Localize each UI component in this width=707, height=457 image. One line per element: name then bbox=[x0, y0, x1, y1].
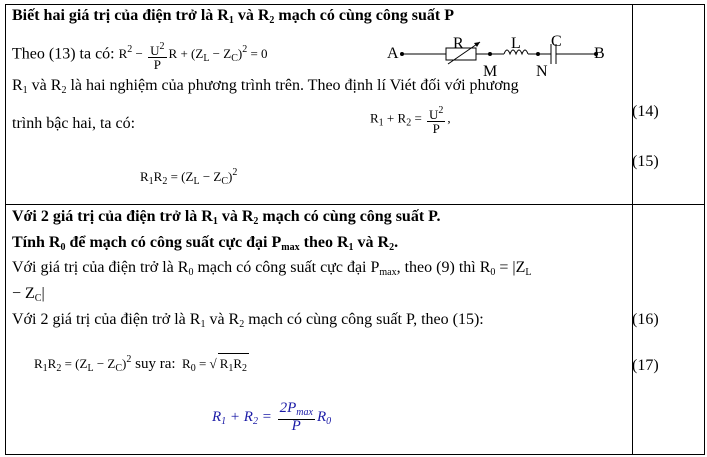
circuit-label-a: A bbox=[387, 45, 399, 62]
vieta-line-2: trình bậc hai, ta có: bbox=[12, 115, 136, 132]
circuit-label-m: M bbox=[483, 63, 498, 80]
circuit-label-l: L bbox=[511, 35, 521, 52]
equation-15: $R_1R_2 = (Z_L - Z_C)^2$ bbox=[140, 167, 238, 187]
circuit-label-c: C bbox=[551, 33, 562, 50]
circuit-label-b: B bbox=[594, 45, 605, 62]
equation-number-15: (15) bbox=[632, 153, 659, 170]
circuit-label-r: R bbox=[453, 35, 464, 52]
column-divider bbox=[632, 5, 633, 454]
theo15-line: Với 2 giá trị của điện trở là $R_1$ và $R_2$ mạch có cùng công suất P, theo (15): bbox=[12, 311, 484, 330]
r0-line-2: − $Z_C|$ bbox=[12, 285, 45, 304]
circuit-diagram bbox=[386, 32, 616, 82]
eq13-line: Theo (13) ta có: $R^2$ − $\frac{U^2}{P}$ $R + (Z_L - Z_C)^2 = 0$ bbox=[12, 41, 268, 72]
equation-number-16: (16) bbox=[632, 311, 659, 328]
section2-title-1: Với 2 giá trị của điện trở là $R_1$ và $R_2$ mạch có cùng công suất P. bbox=[12, 208, 441, 227]
circuit-label-n: N bbox=[536, 63, 548, 80]
vieta-line: $R_1$ và $R_2$ là hai nghiệm của phương trình trên. Theo định lí Viét đối với phương bbox=[12, 77, 519, 96]
equation-number-14: (14) bbox=[632, 103, 659, 120]
section2-title-2: Tính $R_0$ để mạch có công suất cực đại $P_{max}$ theo $R_1$ và $R_2$. bbox=[12, 234, 399, 253]
r0-line: Với giá trị của điện trở là $R_0$ mạch có công suất cực đại $P_{max}$, theo (9) thì $R_0 = |Z_L$ bbox=[12, 259, 532, 278]
section1-title: Biết hai giá trị của điện trở là $R_1$ và $R_2$ mạch có cùng công suất P bbox=[12, 7, 454, 26]
equation-14: $R_1 + R_2$ = $\frac{U^2}{P}$ , bbox=[370, 105, 451, 136]
equation-17: $R_1 + R_2$ = $\frac{2P_{max}}{P}$ $R_0$ bbox=[212, 400, 332, 434]
row-divider bbox=[6, 204, 704, 205]
equation-16: $R_1R_2 = (Z_L - Z_C)^2$ suy ra: $R_0$ = √ $R_1R_2$ bbox=[34, 350, 249, 379]
equation-number-17: (17) bbox=[632, 357, 659, 374]
